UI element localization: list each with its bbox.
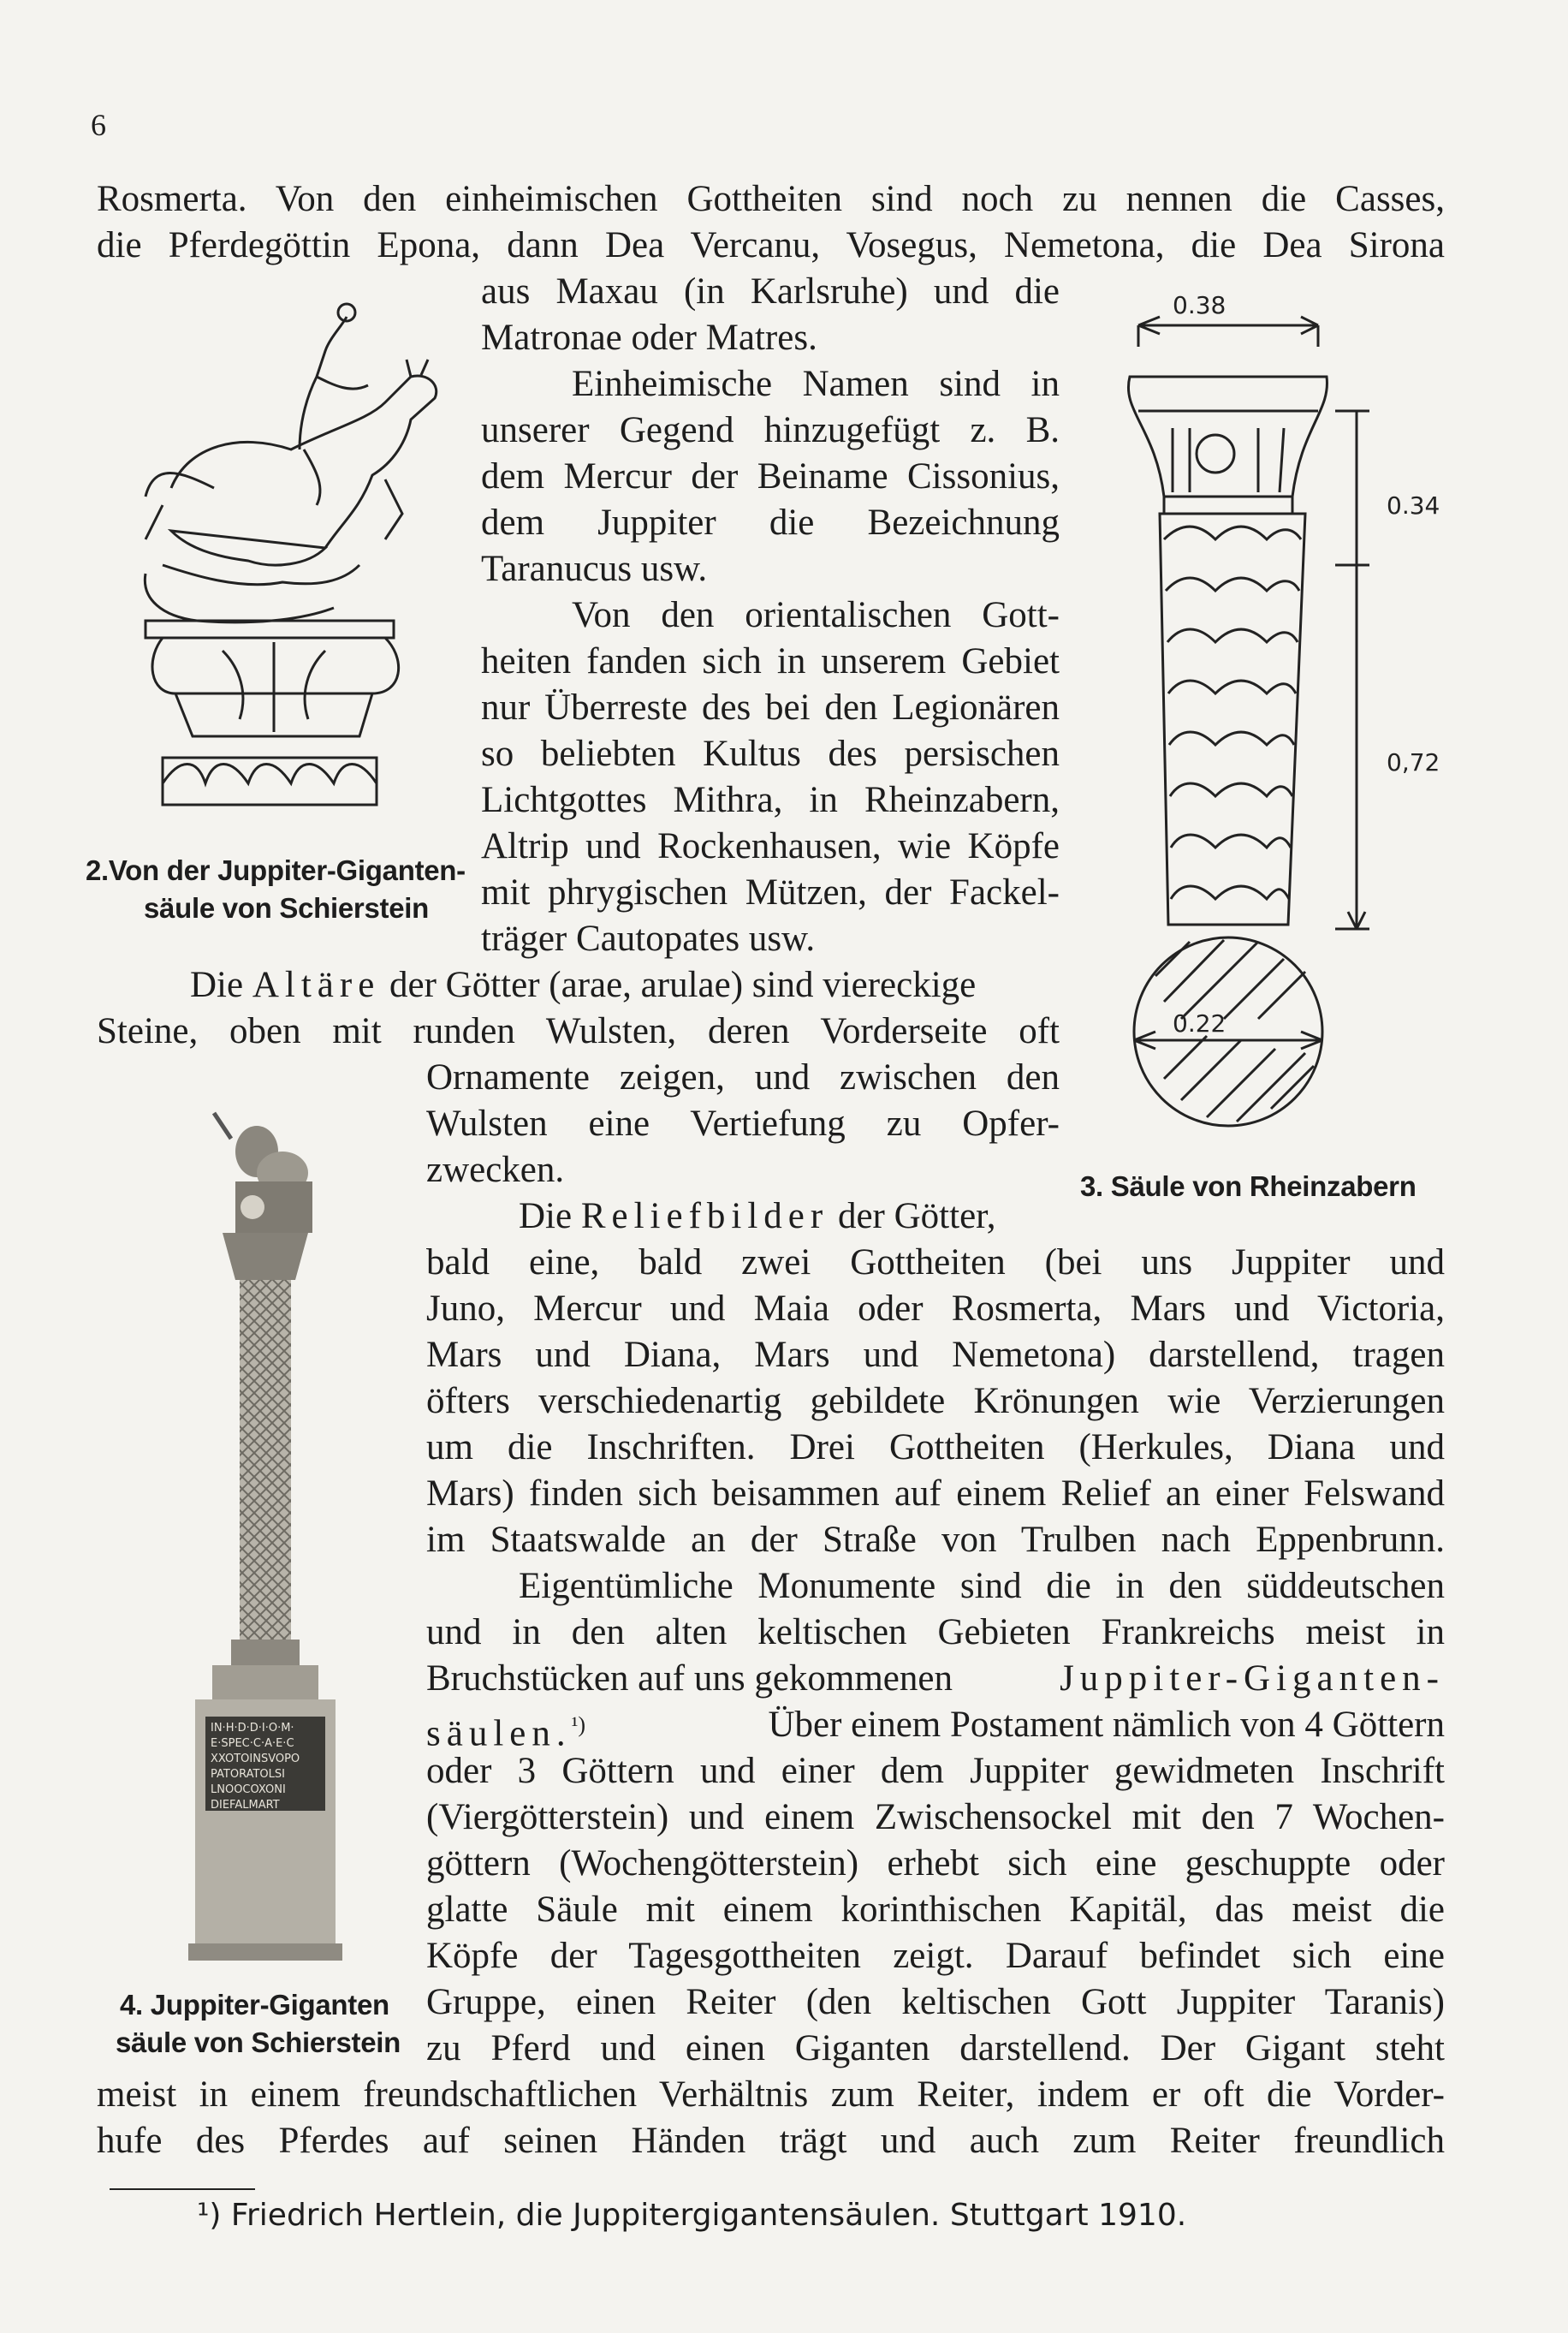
text-line: aus Maxau (in Karlsruhe) und die (481, 271, 1060, 312)
text-line: so beliebten Kultus des persischen (481, 734, 1060, 774)
inscription-line: IN·H·D·D·I·O·M· (211, 1722, 294, 1735)
text-line: meist in einem freundschaftlichen Verhältnis zum Reiter, indem er oft die Vorder- (97, 2074, 1445, 2115)
text-run: Bruchstücken auf uns gekommenen (426, 1658, 953, 1699)
text-line: Steine, oben mit runden Wulsten, deren Vorderseite oft (97, 1011, 1060, 1051)
footnote: ¹) Friedrich Hertlein, die Juppitergigantensäulen. Stuttgart 1910. (197, 2198, 1187, 2233)
dimension-top-width: 0.38 (1173, 291, 1226, 319)
inscription-line: E·SPEC·C·A·E·C (211, 1737, 294, 1750)
text-line (190, 962, 976, 1009)
page-number: 6 (91, 108, 106, 142)
dimension-shaft-height: 0,72 (1387, 748, 1440, 777)
text-line: heiten fanden sich in unserem Gebiet (481, 641, 1060, 681)
text-line: die Pferdegöttin Epona, dann Dea Vercanu, Vosegus, Nemetona, die Dea Sirona (97, 225, 1445, 265)
footnote-reference: ¹) (571, 1712, 586, 1737)
emphasis-spaced: Altäre (252, 965, 381, 1005)
text-line: öfters verschiedenartig gebildete Krönungen wie Verzierungen (426, 1381, 1445, 1421)
text-line: bald eine, bald zwei Gottheiten (bei uns Juppiter und (426, 1242, 1445, 1283)
text-line: Mars) finden sich beisammen auf einem Relief an einer Felswand (426, 1473, 1445, 1514)
text-line: Eigentümliche Monumente sind die in den süddeutschen (519, 1566, 1445, 1606)
text-line: im Staatswalde an der Straße von Trulben nach Eppenbrunn. (426, 1520, 1445, 1560)
text-line: oder 3 Göttern und einer dem Juppiter gewidmeten Inschrift (426, 1751, 1445, 1791)
text-line: Lichtgottes Mithra, in Rheinzabern, (481, 780, 1060, 820)
text-line (519, 1193, 996, 1240)
emphasis-spaced: Juppiter-Giganten- (1060, 1658, 1445, 1699)
figure-4-column-photo (188, 1087, 342, 1961)
figure-4-caption-line: säule von Schierstein (116, 2026, 401, 2058)
text-line: Einheimische Namen sind in (572, 364, 1060, 404)
figure-2-rider-capital-drawing (111, 291, 471, 822)
text-line: träger Cautopates usw. (481, 919, 816, 959)
text-line: dem Juppiter die Bezeichnung (481, 503, 1060, 543)
inscription-line: LNOOCOXONI (211, 1783, 286, 1796)
figure-2-caption-line: 2.Von der Juppiter-Giganten- (86, 854, 466, 886)
text-run: der Götter (arae, arulae) sind viereckige (389, 965, 977, 1005)
text-line: Rosmerta. Von den einheimischen Gottheiten sind noch zu nennen die Casses, (97, 179, 1445, 219)
text-line: hufe des Pferdes auf seinen Händen trägt und auch zum Reiter freundlich (97, 2121, 1445, 2161)
figure-3-caption: 3. Säule von Rheinzabern (1080, 1170, 1417, 1202)
emphasis-spaced: Reliefbilder (580, 1196, 829, 1236)
text-line: zu Pferd und einen Giganten darstellend. Der Gigant steht (426, 2028, 1445, 2068)
text-line: Matronae oder Matres. (481, 318, 817, 358)
text-line: und in den alten keltischen Gebieten Frankreichs meist in (426, 1612, 1445, 1652)
figure-4-caption-line: 4. Juppiter-Giganten (120, 1989, 389, 2021)
text-line: Köpfe der Tagesgottheiten zeigt. Darauf befindet sich eine (426, 1936, 1445, 1976)
text-run: Die (519, 1196, 573, 1236)
text-line (426, 1656, 1445, 1702)
text-line: zwecken. (426, 1150, 565, 1190)
text-run: der Götter, (837, 1196, 996, 1236)
text-line: nur Überreste des bei den Legionären (481, 687, 1060, 728)
inscription-line: DIEFALMART (211, 1799, 280, 1812)
figure-2-caption-line: säule von Schierstein (144, 892, 429, 924)
inscription-line: XXOTOINSVOPO (211, 1753, 300, 1765)
text-line: Altrip und Rockenhausen, wie Köpfe (481, 826, 1060, 866)
text-line: (Viergötterstein) und einem Zwischensockel mit den 7 Wochen- (426, 1797, 1445, 1837)
text-line: Taranucus usw. (481, 549, 708, 589)
inscription-line: PATORATOLSI (211, 1768, 285, 1781)
text-line: Juno, Mercur und Maia oder Rosmerta, Mars und Victoria, (426, 1289, 1445, 1329)
text-line: um die Inschriften. Drei Gottheiten (Herkules, Diana und (426, 1427, 1445, 1467)
text-line: Von den orientalischen Gott- (572, 595, 1060, 635)
text-line: Wulsten eine Vertiefung zu Opfer- (426, 1104, 1060, 1144)
emphasis-spaced: säulen. (426, 1713, 572, 1754)
text-line: Ornamente zeigen, und zwischen den (426, 1057, 1060, 1098)
text-line: unserer Gegend hinzugefügt z. B. (481, 410, 1060, 450)
text-line: dem Mercur der Beiname Cissonius, (481, 456, 1060, 497)
text-run: Die (190, 965, 244, 1005)
text-line: mit phrygischen Mützen, der Fackel- (481, 872, 1060, 913)
dimension-capital-height: 0.34 (1387, 491, 1440, 520)
text-line: göttern (Wochengötterstein) erhebt sich eine geschuppte oder (426, 1843, 1445, 1884)
text-run: Über einem Postament nämlich von 4 Göttern (768, 1705, 1445, 1745)
text-line: Mars und Diana, Mars und Nemetona) darstellend, tragen (426, 1335, 1445, 1375)
text-line: Gruppe, einen Reiter (den keltischen Gott Juppiter Taranis) (426, 1982, 1445, 2022)
figure-3-column-drawing (1087, 283, 1472, 1173)
dimension-diameter: 0.22 (1173, 1009, 1226, 1038)
text-line: glatte Säule mit einem korinthischen Kapitäl, das meist die (426, 1890, 1445, 1930)
footnote-separator (110, 2188, 255, 2190)
